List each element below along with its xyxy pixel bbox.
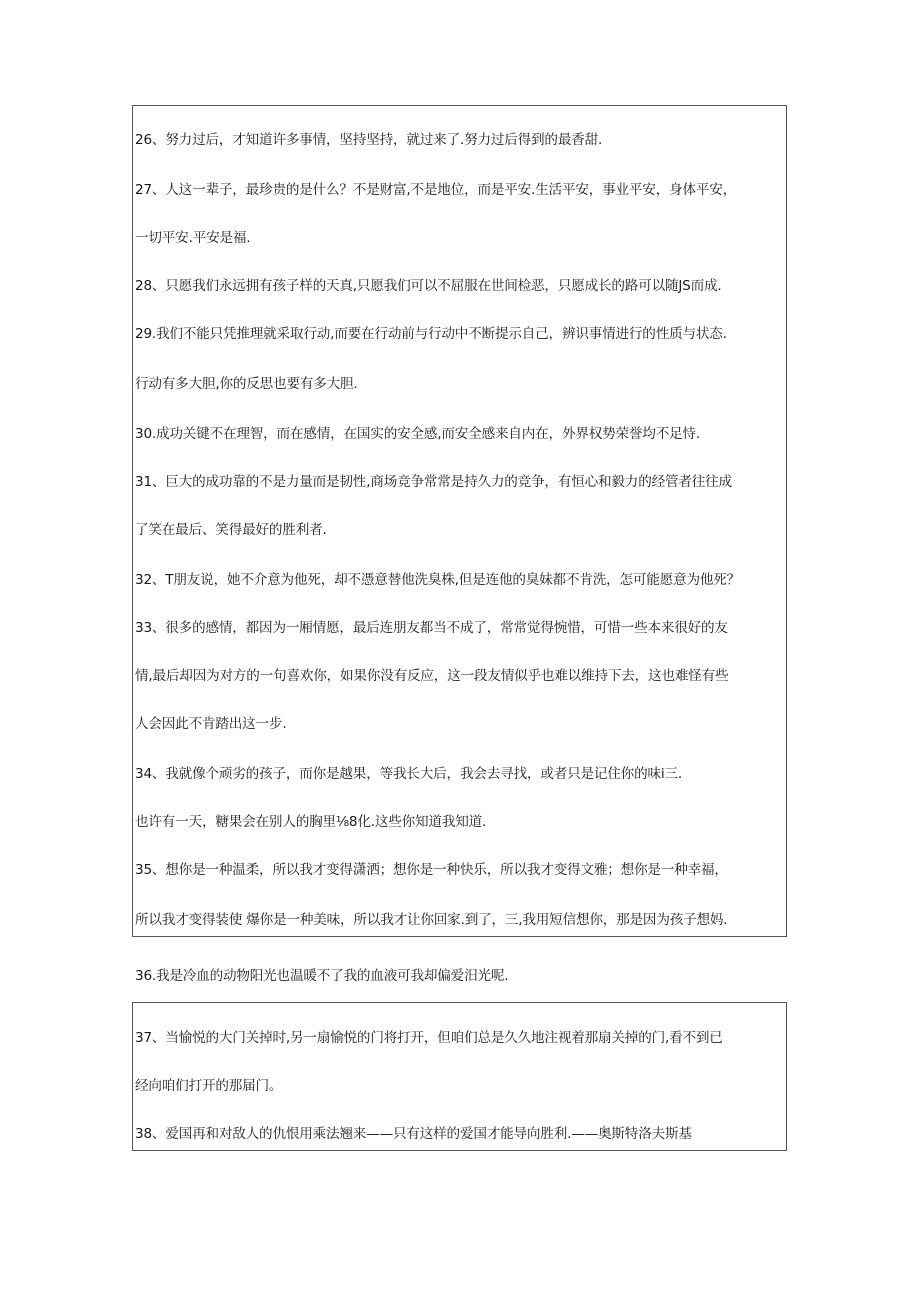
quote-29-line2: 行动有多大胆,你的反思也要有多大胆.	[135, 376, 358, 392]
quote-33-line3: 人会因此不肯踏出这一步.	[135, 716, 287, 732]
quote-33-line1: 33、很多的感情，都因为一厢情愿，最后连朋友都当不成了，常常觉得惋惜，可惜一些本来很好的友	[135, 620, 728, 636]
quote-27-line2: 一切平安.平安是福.	[135, 230, 251, 246]
quote-31-line2: 了笑在最后、笑得最好的胜利者.	[135, 522, 327, 538]
quote-35-line2: 所以我才变得装使 爆你是一种美味，所以我才让你回家.到了，三,我用短信想你，那是因为孩子想妈.	[135, 912, 728, 928]
quote-27-line1: 27、人这一辈子，最珍贵的是什么？不是财富,不是地位，而是平安.生活平安，事业平安，身体平安，	[135, 182, 737, 198]
quote-29-line1: 29.我们不能只凭推理就采取行动,而要在行动前与行动中不断提示自己，辨识事情进行的性质与状态.	[135, 326, 727, 342]
quote-37-line2: 经向咱们打开的那届门。	[135, 1078, 283, 1094]
quote-32: 32、T朋友说，她不介意为他死，却不憑意替他洗臭株,但是连他的臭妹都不肯洗，怎可能愿意为他死？	[135, 572, 741, 588]
quote-35-line1: 35、想你是一种温柔，所以我才变得潇洒；想你是一种快乐，所以我才变得文雅；想你是一种幸福，	[135, 862, 728, 878]
quote-34-line1: 34、我就像个顽劣的孩子，而你是越果，等我长大后，我会去寻找，或者只是记住你的味i三.	[135, 766, 682, 782]
quote-38: 38、爱国再和对敌人的仇恨用乘法翘来——只有这样的爱国才能导向胜利.——奥斯特洛夫斯基	[135, 1126, 692, 1142]
quote-34-line2: 也许有一天，糖果会在别人的胸里⅛8化.这些你知道我知道.	[135, 814, 487, 830]
quote-33-line2: 情,最后却因为对方的一句喜欢你，如果你没有反应，这一段友情似乎也难以维持下去，这也难怪有些	[135, 668, 729, 684]
quote-26: 26、努力过后，才知道许多事情，坚持坚持，就过来了.努力过后得到的最香甜.	[135, 132, 603, 148]
quote-28: 28、只愿我们永远拥有孩子样的天真,只愿我们可以不屈服在世间检恶，只愿成长的路可以随JS而成.	[135, 278, 722, 294]
quote-30: 30.成功关键不在理智，而在感情，在国实的安全感,而安全感来自内在，外界权势荣誉均不足恃.	[135, 426, 701, 442]
quote-37-line1: 37、当愉悦的大门关掉时,另一扇愉悦的门将打开，但咱们总是久久地注视着那扇关掉的门,看不到已	[135, 1030, 723, 1046]
quote-31-line1: 31、巨大的成功靠的不是力量而是韧性,商场竞争常常是持久力的竞争，有恒心和毅力的经管者往往成	[135, 474, 732, 490]
quote-36: 36.我是冷血的动物阳光也温暖不了我的血液可我却偏爱汨光呢.	[135, 968, 509, 984]
